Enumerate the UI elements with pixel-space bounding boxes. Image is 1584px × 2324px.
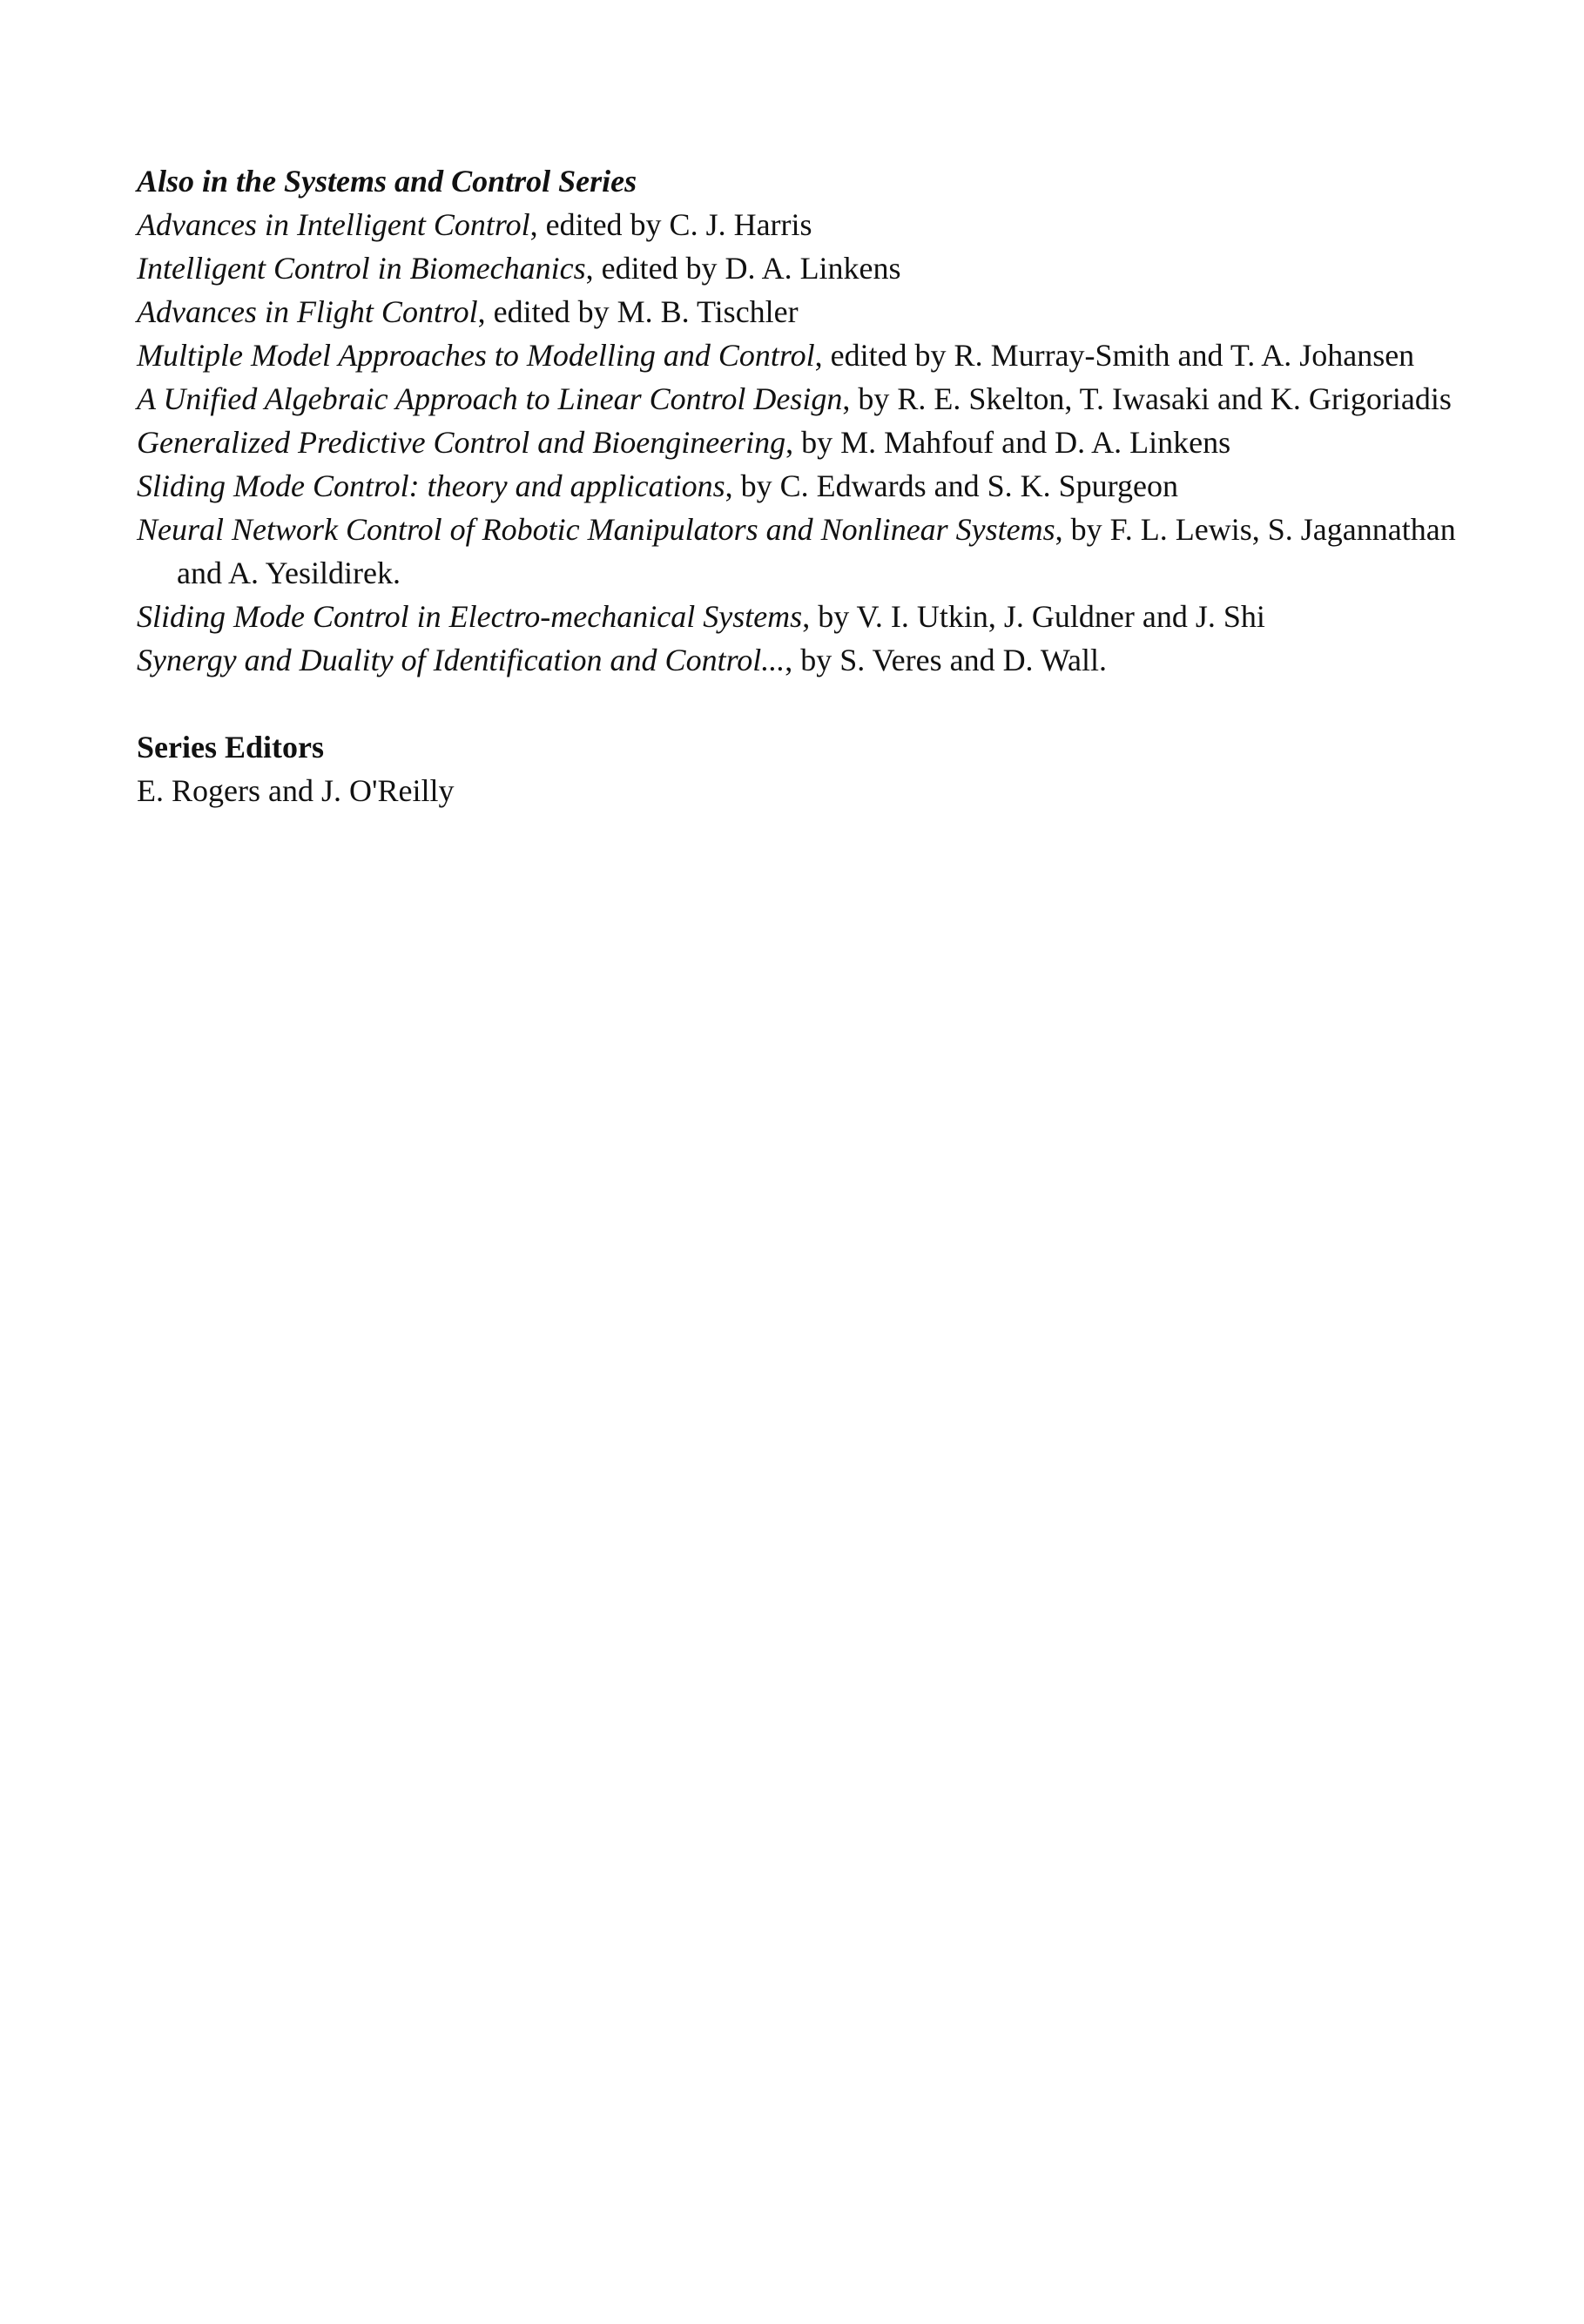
series-editors-names: E. Rogers and J. O'Reilly — [137, 773, 455, 808]
book-credit: , by F. L. Lewis, S. Jagannathan and A. Yesildirek. — [177, 512, 1456, 590]
book-title: Sliding Mode Control: theory and applications — [137, 468, 725, 503]
series-heading: Also in the Systems and Control Series — [137, 164, 637, 199]
book-entry — [137, 508, 1456, 595]
book-credit: , by M. Mahfouf and D. A. Linkens — [785, 425, 1231, 460]
book-entry — [137, 246, 1456, 290]
book-title: Neural Network Control of Robotic Manipulators and Nonlinear Systems — [137, 512, 1055, 547]
book-credit: , edited by C. J. Harris — [529, 207, 812, 242]
book-credit: , by C. Edwards and S. K. Spurgeon — [725, 468, 1178, 503]
book-credit: , by R. E. Skelton, T. Iwasaki and K. Grigoriadis — [842, 381, 1452, 416]
series-page — [137, 159, 1456, 812]
book-title: Advances in Intelligent Control — [137, 207, 530, 242]
book-title: Intelligent Control in Biomechanics — [137, 251, 586, 286]
book-entry — [137, 464, 1456, 508]
book-title: Advances in Flight Control — [137, 294, 478, 329]
book-credit: , by S. Veres and D. Wall. — [785, 643, 1107, 677]
book-credit: , by V. I. Utkin, J. Guldner and J. Shi — [802, 599, 1265, 634]
book-entry — [137, 638, 1456, 682]
book-list — [137, 203, 1456, 682]
book-title: Synergy and Duality of Identification and Control... — [137, 643, 785, 677]
book-entry — [137, 333, 1456, 377]
book-entry — [137, 421, 1456, 464]
book-entry — [137, 377, 1456, 421]
series-editors-heading: Series Editors — [137, 730, 324, 765]
book-credit: , edited by M. B. Tischler — [477, 294, 799, 329]
book-title: A Unified Algebraic Approach to Linear Control Design — [137, 381, 843, 416]
book-entry — [137, 203, 1456, 246]
book-credit: , edited by D. A. Linkens — [585, 251, 901, 286]
book-entry — [137, 290, 1456, 333]
book-credit: , edited by R. Murray-Smith and T. A. Johansen — [814, 338, 1415, 373]
book-title: Multiple Model Approaches to Modelling and Control — [137, 338, 815, 373]
book-title: Generalized Predictive Control and Bioengineering — [137, 425, 786, 460]
book-title: Sliding Mode Control in Electro-mechanical Systems — [137, 599, 803, 634]
book-entry — [137, 595, 1456, 638]
